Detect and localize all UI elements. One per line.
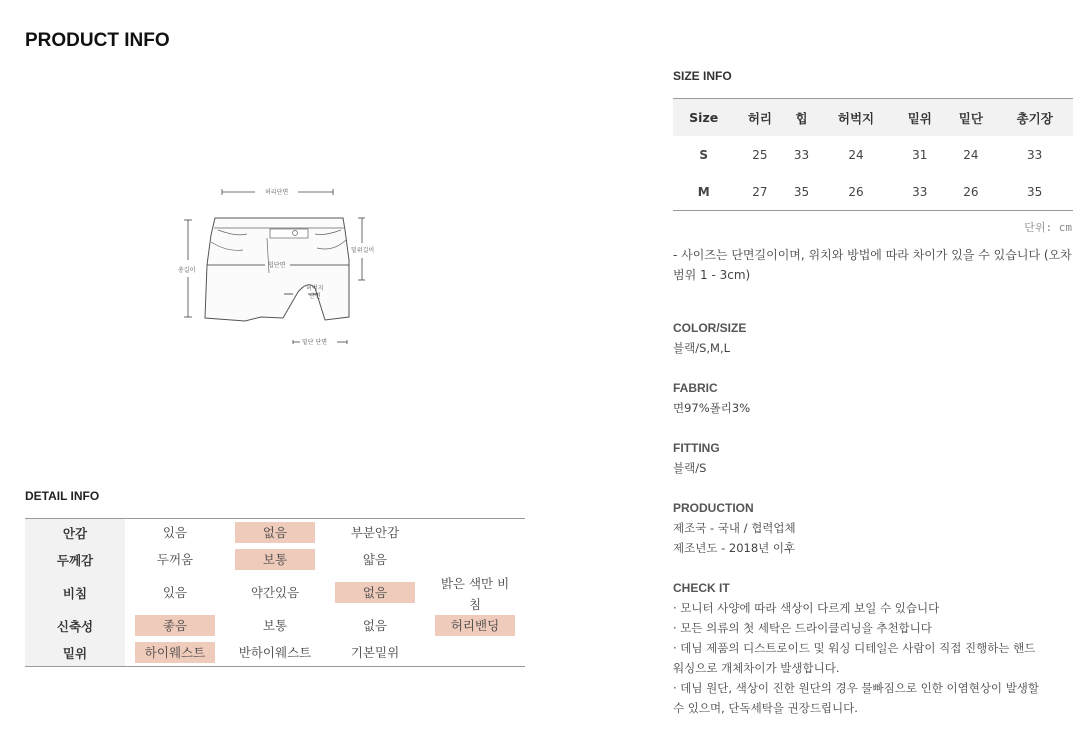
size-row [673,173,1073,211]
info-section [673,438,1078,478]
size-label-cell: M [697,184,710,199]
detail-row [25,639,525,667]
detail-row-label: 두께감 [25,546,125,573]
hem-label: 밑단 단면 [302,339,328,346]
size-value-cell: 26 [848,184,864,199]
detail-option [125,519,225,547]
size-value-cell: 33 [1027,147,1043,162]
info-section-line: · 모든 의류의 첫 세탁은 드라이클리닝을 추천합니다 [673,621,932,635]
size-value-cell: 35 [1027,184,1043,199]
detail-option [325,612,425,639]
detail-option-selected [325,573,425,612]
size-column-header: 밑위 [894,99,945,137]
info-section-line: 블랙/S [673,461,707,475]
info-section-line: 워싱으로 개체차이가 발생합니다. [673,661,840,675]
detail-option-text: 얇음 [362,552,388,567]
detail-option-text [435,641,515,662]
shorts-measurement-diagram [165,180,375,355]
detail-info-table [25,518,525,667]
detail-option-text: 허리밴딩 [435,615,515,636]
size-value-cell: 24 [963,147,979,162]
info-section-heading: CHECK IT [673,581,730,595]
rise-label: 밑위길이 [351,247,375,254]
size-value-cell: 33 [793,147,810,162]
detail-row-label: 안감 [25,519,125,547]
detail-option-text: 보통 [262,618,288,633]
detail-option [125,546,225,573]
detail-option-text: 약간있음 [250,585,300,600]
detail-row [25,612,525,639]
detail-option-text: 보통 [235,549,315,570]
detail-option [425,519,525,547]
info-section-line: 제조국 - 국내 / 협력업체 [673,521,796,535]
size-column-header: 총기장 [996,99,1073,137]
detail-option-text [435,548,515,569]
detail-row [25,573,525,612]
detail-option-selected [425,612,525,639]
detail-option [225,612,325,639]
detail-option-selected [225,546,325,573]
detail-row [25,519,525,547]
size-info-table [673,98,1073,211]
info-section-line: · 모니터 사양에 따라 색상이 다르게 보일 수 있습니다 [673,601,940,615]
detail-option-text: 없음 [235,522,315,543]
size-value-cell: 25 [752,147,768,162]
detail-option-text: 좋음 [135,615,215,636]
info-section [673,318,1078,358]
detail-row-label: 비침 [25,573,125,612]
size-unit: 단위: cm [1024,221,1072,234]
info-section-line: · 데님 원단, 색상이 진한 원단의 경우 물빠짐으로 인한 이염현상이 발생할 [673,681,1040,695]
detail-option-text: 없음 [335,582,415,603]
size-info-heading: SIZE INFO [673,69,732,83]
hip-label: 힙단면 [268,262,286,269]
size-column-header: 힙 [785,99,817,137]
detail-option-selected [125,612,225,639]
size-note: - 사이즈는 단면길이이며, 위치와 방법에 따라 차이가 있을 수 있습니다 (오차범위 1 - 3cm) [673,248,1072,282]
detail-option [325,639,425,667]
size-value-cell: 33 [912,184,928,199]
detail-option-selected [125,639,225,667]
size-column-header: Size [673,99,734,137]
info-section-line: 수 있으며, 단독세탁을 권장드립니다. [673,701,858,715]
detail-option [225,639,325,667]
detail-row [25,546,525,573]
detail-option [225,573,325,612]
size-value-cell: 31 [912,147,928,162]
detail-option-text [435,521,515,542]
detail-option-text: 두꺼움 [156,552,194,567]
size-value-cell: 24 [848,147,864,162]
detail-row-label: 밑위 [25,639,125,667]
detail-option-text: 반하이웨스트 [238,645,312,660]
detail-option-text: 있음 [162,585,188,600]
detail-row-label: 신축성 [25,612,125,639]
detail-option-text: 기본밑위 [350,645,400,660]
detail-option-text: 부분안감 [350,525,400,540]
info-section [673,498,1078,558]
detail-option-text: 있음 [162,525,188,540]
info-section-heading: COLOR/SIZE [673,321,747,335]
info-section-line: · 데님 제품의 디스트로이드 및 워싱 디테일은 사람이 직접 진행하는 핸드 [673,641,1036,655]
waist-label: 허리단면 [265,189,289,196]
detail-option [325,519,425,547]
detail-option [425,546,525,573]
info-section-line: 블랙/S,M,L [673,341,731,355]
size-column-header: 허리 [734,99,785,137]
detail-option [325,546,425,573]
detail-option-text: 없음 [362,618,388,633]
shorts-diagram-svg [165,180,375,355]
info-section [673,578,1078,718]
detail-option [125,573,225,612]
info-section-heading: PRODUCTION [673,501,754,515]
total-length-label: 총길이 [178,267,196,274]
size-value-cell: 26 [963,184,979,199]
detail-info-heading: DETAIL INFO [25,489,100,503]
size-column-header: 허벅지 [818,99,895,137]
info-section [673,378,1078,418]
size-label-cell: S [699,147,709,162]
thigh-label-1: 허벅지 [306,285,324,292]
detail-option-text: 밝은 색만 비침 [440,576,510,612]
info-section-line: 제조년도 - 2018년 이후 [673,541,796,555]
detail-option [425,639,525,667]
thigh-label-2: 단면 [309,293,321,300]
page-title: PRODUCT INFO [25,30,170,51]
detail-option-selected [225,519,325,547]
size-column-header: 밑단 [945,99,996,137]
size-row [673,136,1073,173]
detail-option [425,573,525,612]
size-value-cell: 35 [793,184,810,199]
info-section-heading: FITTING [673,441,720,455]
detail-option-text: 하이웨스트 [135,642,215,663]
info-section-heading: FABRIC [673,381,718,395]
info-section-line: 면97%폴리3% [673,401,751,415]
size-value-cell: 27 [752,184,768,199]
